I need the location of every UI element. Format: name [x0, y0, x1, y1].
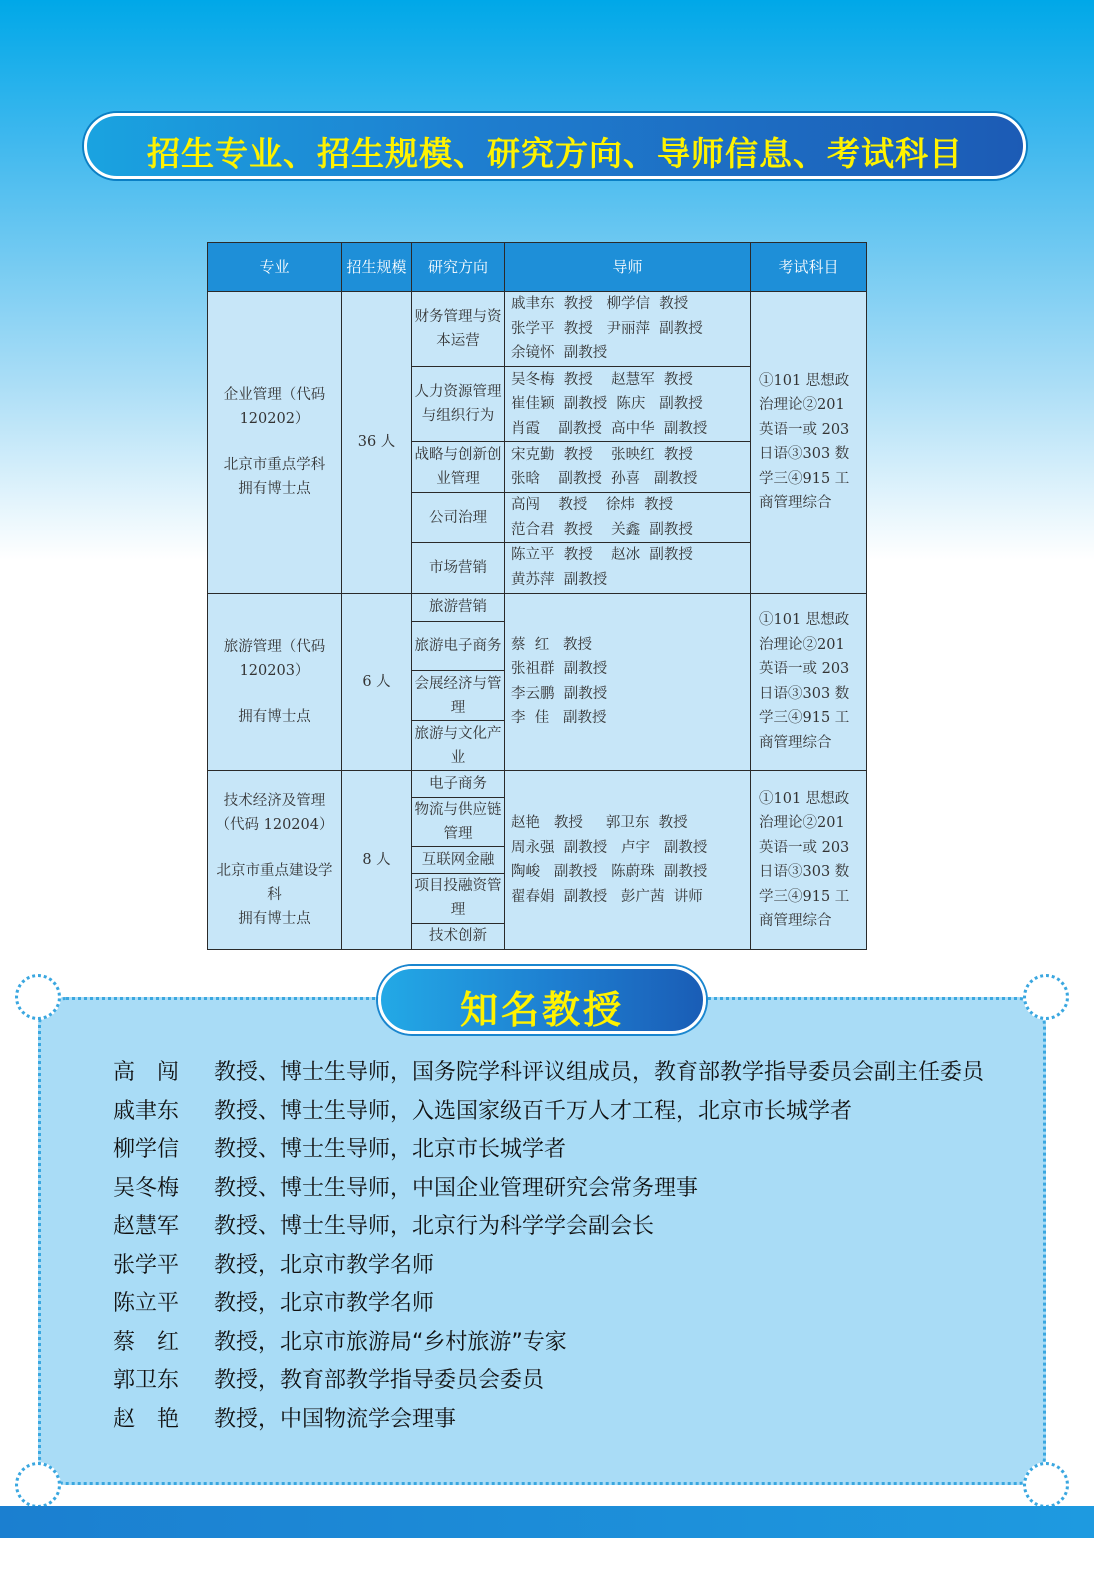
section-title-banner: [84, 113, 1026, 179]
header-tutors: 导师: [505, 243, 751, 292]
direction-cell: 项目投融资管理: [412, 874, 505, 923]
direction-cell: 电子商务: [412, 771, 505, 797]
direction-cell: 互联网金融: [412, 846, 505, 873]
professor-desc: 教授、博士生导师，中国企业管理研究会常务理事: [214, 1175, 699, 1201]
scale-cell: 6 人: [342, 593, 412, 771]
professor-list: [113, 1054, 993, 1439]
panel-corner-decoration: [1023, 974, 1069, 1020]
list-item: [113, 1170, 993, 1209]
tutors-cell: 戚聿东 教授 柳学信 教授 张学平 教授 尹丽萍 副教授 余镜怀 副教授: [505, 292, 751, 367]
professor-desc: 教授、博士生导师，国务院学科评议组成员，教育部教学指导委员会副主任委员: [214, 1060, 985, 1085]
list-item: [113, 1093, 993, 1132]
professor-desc: 教授，教育部教学指导委员会委员: [214, 1368, 545, 1393]
professor-name: 赵慧军: [113, 1214, 180, 1239]
table-row: [208, 593, 867, 621]
direction-cell: 物流与供应链管理: [412, 797, 505, 846]
professors-title: 知名教授: [459, 988, 624, 1032]
professor-name: 高 闯: [113, 1060, 180, 1085]
table-header-row: [208, 243, 867, 292]
major-name: 旅游管理（代码120203）: [223, 638, 326, 679]
header-scale: 招生规模: [342, 243, 412, 292]
exam-cell: ①101 思想政治理论②201 英语一或 203 日语③303 数学三④915 工商管理综合: [751, 292, 867, 594]
header-major: 专业: [208, 243, 342, 292]
exam-cell: ①101 思想政治理论②201 英语一或 203 日语③303 数学三④915 工商管理综合: [751, 771, 867, 950]
list-item: [113, 1208, 993, 1247]
professor-desc: 教授，中国物流学会理事: [214, 1406, 457, 1432]
list-item: [113, 1324, 993, 1363]
direction-cell: 人力资源管理与组织行为: [412, 367, 505, 442]
major-cell: [208, 771, 342, 950]
major-cell: [208, 292, 342, 594]
professor-name: 赵 艳: [113, 1406, 180, 1432]
professor-name: 郭卫东: [113, 1368, 180, 1393]
direction-cell: 技术创新: [412, 923, 505, 949]
table-row: [208, 292, 867, 367]
admissions-table: [207, 242, 867, 950]
major-note: 北京市重点建设学科 拥有博士点: [216, 863, 333, 928]
professor-name: 吴冬梅: [113, 1175, 180, 1201]
major-note: 拥有博士点: [238, 708, 311, 725]
major-cell: [208, 593, 342, 771]
professor-name: 张学平: [113, 1252, 180, 1278]
section-title: 招生专业、招生规模、研究方向、导师信息、考试科目: [147, 134, 963, 173]
professor-desc: 教授、博士生导师，入选国家级百千万人才工程，北京市长城学者: [214, 1098, 853, 1124]
professor-name: 陈立平: [113, 1291, 180, 1316]
list-item: [113, 1401, 993, 1440]
tutors-cell: 高闯 教授 徐炜 教授 范合君 教授 关鑫 副教授: [505, 492, 751, 542]
list-item: [113, 1247, 993, 1286]
list-item: [113, 1054, 993, 1093]
direction-cell: 战略与创新创业管理: [412, 442, 505, 492]
tutors-cell: 陈立平 教授 赵冰 副教授 黄苏萍 副教授: [505, 543, 751, 593]
scale-cell: 36 人: [342, 292, 412, 594]
professor-name: 蔡 红: [113, 1329, 180, 1355]
direction-cell: 市场营销: [412, 543, 505, 593]
professor-desc: 教授、博士生导师，北京市长城学者: [214, 1137, 567, 1162]
tutors-cell: 宋克勤 教授 张映红 教授 张晗 副教授 孙喜 副教授: [505, 442, 751, 492]
professor-desc: 教授、博士生导师，北京行为科学学会副会长: [214, 1214, 655, 1239]
tutors-cell: 吴冬梅 教授 赵慧军 教授 崔佳颖 副教授 陈庆 副教授 肖霞 副教授 高中华 副教授: [505, 367, 751, 442]
direction-cell: 旅游电子商务: [412, 621, 505, 670]
table-row: [208, 771, 867, 797]
direction-cell: 会展经济与管理: [412, 671, 505, 720]
direction-cell: 公司治理: [412, 492, 505, 542]
professor-desc: 教授，北京市教学名师: [214, 1252, 435, 1278]
header-direction: 研究方向: [412, 243, 505, 292]
exam-cell: ①101 思想政治理论②201 英语一或 203 日语③303 数学三④915 工商管理综合: [751, 593, 867, 771]
panel-corner-decoration: [15, 1462, 61, 1508]
list-item: [113, 1362, 993, 1401]
header-exam: 考试科目: [751, 243, 867, 292]
list-item: [113, 1285, 993, 1324]
tutors-cell: 蔡 红 教授 张祖群 副教授 李云鹏 副教授 李 佳 副教授: [505, 593, 751, 771]
panel-corner-decoration: [1023, 1462, 1069, 1508]
professor-desc: 教授，北京市旅游局“乡村旅游”专家: [214, 1329, 567, 1355]
direction-cell: 旅游营销: [412, 593, 505, 621]
professor-desc: 教授，北京市教学名师: [214, 1291, 435, 1316]
list-item: [113, 1131, 993, 1170]
major-name: 技术经济及管理（代码 120204）: [215, 793, 334, 834]
major-name: 企业管理（代码120202）: [223, 387, 326, 428]
direction-cell: 旅游与文化产业: [412, 720, 505, 770]
professor-name: 柳学信: [113, 1137, 180, 1162]
major-note: 北京市重点学科 拥有博士点: [223, 457, 326, 498]
footer-bar: [0, 1506, 1094, 1538]
panel-corner-decoration: [15, 974, 61, 1020]
direction-cell: 财务管理与资本运营: [412, 292, 505, 367]
professors-title-banner: [378, 966, 706, 1034]
tutors-cell: 赵艳 教授 郭卫东 教授 周永强 副教授 卢宇 副教授 陶峻 副教授 陈蔚珠 副教授 翟春娟 副教授 彭广茜 讲师: [505, 771, 751, 950]
scale-cell: 8 人: [342, 771, 412, 950]
professor-name: 戚聿东: [113, 1098, 180, 1124]
